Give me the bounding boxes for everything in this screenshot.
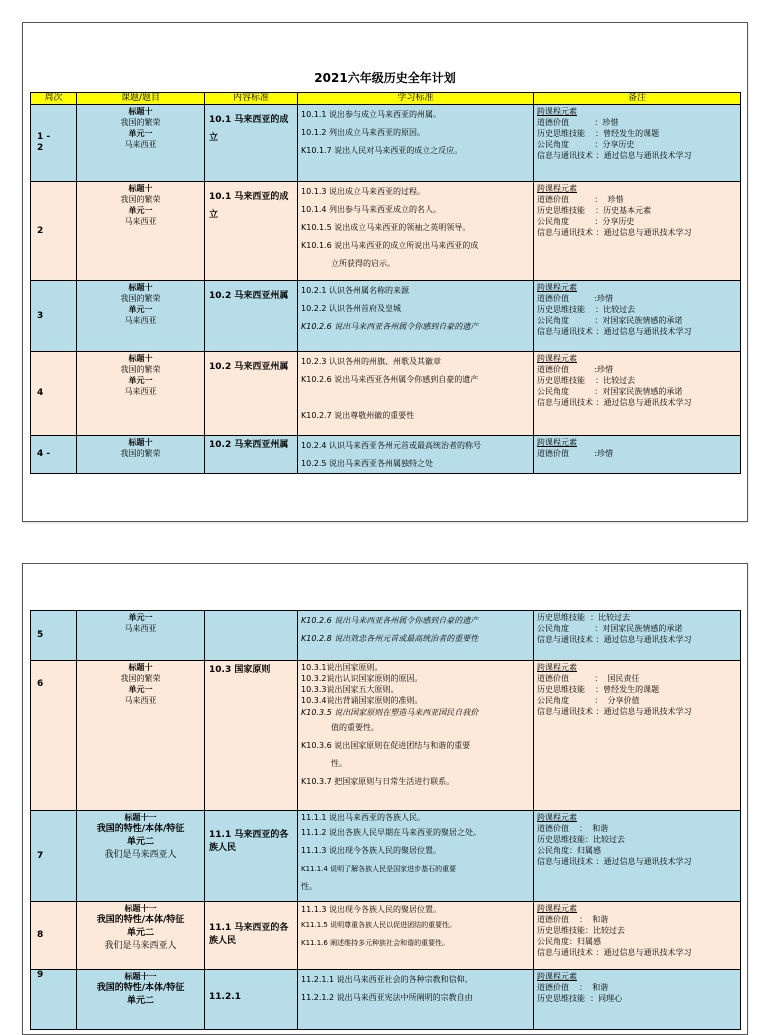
learning-standard-item: 立所获得的启示。 bbox=[331, 259, 395, 268]
week-cell: 2 bbox=[31, 182, 77, 281]
learning-standard-item: 10.3.3说出国家五大原则。 bbox=[301, 685, 399, 694]
table-row bbox=[31, 182, 741, 281]
learning-standard-item: K10.3.5 说出国家原则在塑造马来西亚国民自我价 bbox=[301, 708, 479, 717]
content-standard-cell: 11.2.1 bbox=[205, 970, 298, 1030]
learning-standard-item: 10.3.1说出国家原则。 bbox=[301, 663, 383, 672]
topic-unit-name: 马来西亚 bbox=[124, 387, 157, 396]
notes-item: 道德价值 ： 珍惜 bbox=[537, 195, 624, 204]
learning-standard-item: 性。 bbox=[331, 759, 347, 768]
notes-item: 历史思维技能 ：曾经发生的课题 bbox=[537, 129, 660, 138]
topic-title: 标题十一 bbox=[124, 813, 157, 822]
content-standard-cell: 10.1 马来西亚的成立 bbox=[205, 182, 298, 281]
notes-item: 道德价值 ： 和谐 bbox=[537, 915, 609, 924]
content-standard-cell: 10.2 马来西亚州属 bbox=[205, 352, 298, 436]
notes-cell bbox=[534, 661, 741, 811]
learning-standard-item: 11.2.1.1 说出马来西亚社会的各种宗教和信仰。 bbox=[301, 975, 473, 984]
week-cell: 8 bbox=[31, 902, 77, 970]
topic-theme: 我国的特性/本体/特征 bbox=[96, 915, 185, 925]
header-topic: 课题/题目 bbox=[77, 93, 205, 105]
topic-unit-name: 我们是马来西亚人 bbox=[104, 850, 177, 860]
topic-cell bbox=[77, 436, 205, 474]
notes-cell bbox=[534, 105, 741, 182]
notes-cell bbox=[534, 902, 741, 970]
learning-standard-item: 性。 bbox=[301, 882, 317, 891]
notes-item: 信息与通讯技术 ：通过信息与通讯技术学习 bbox=[537, 228, 692, 237]
topic-theme: 我国的特性/本体/特征 bbox=[96, 824, 185, 834]
header-notes: 备注 bbox=[534, 93, 741, 105]
topic-unit-name: 我们是马来西亚人 bbox=[104, 941, 177, 951]
week-cell: 9 bbox=[31, 970, 77, 1030]
learning-standard-spacer bbox=[301, 389, 531, 407]
table-row bbox=[31, 661, 741, 811]
content-standard-cell: 11.1 马来西亚的各族人民 bbox=[205, 902, 298, 970]
notes-item: 公民角度 ：对国家民族情感的承诺 bbox=[537, 316, 683, 325]
table-row bbox=[31, 281, 741, 352]
notes-item: 公民角度 ：对国家民族情感的承诺 bbox=[537, 387, 683, 396]
topic-title: 标题十 bbox=[128, 354, 153, 363]
topic-unit: 单元二 bbox=[126, 996, 154, 1006]
learning-standard-item: 11.1.2 说出各族人民早期在马来西亚的聚居之处。 bbox=[301, 828, 481, 837]
notes-heading: 跨课程元素 bbox=[537, 972, 577, 981]
week-cell: 1 - 2 bbox=[31, 105, 77, 182]
learning-standard-item: 10.2.3 认识各州的州旗、州歌及其徽章 bbox=[301, 357, 441, 366]
content-standard-cell: 11.1 马来西亚的各族人民 bbox=[205, 811, 298, 902]
notes-item: 历史思维技能 ：比较过去 bbox=[537, 305, 636, 314]
topic-title: 标题十一 bbox=[124, 972, 157, 981]
notes-item: 道德价值 :珍惜 bbox=[537, 365, 614, 374]
topic-title: 标题十一 bbox=[124, 904, 157, 913]
topic-unit-name: 马来西亚 bbox=[124, 696, 157, 705]
topic-theme: 我国的繁荣 bbox=[120, 365, 161, 374]
topic-unit-name: 马来西亚 bbox=[124, 217, 157, 226]
table-row bbox=[31, 811, 741, 902]
content-standard-cell: 10.1 马来西亚的成立 bbox=[205, 105, 298, 182]
learning-standard-item: K11.1.4 说明了解各族人民是国家进步基石的重要 bbox=[301, 865, 457, 873]
learning-standard-item: 10.1.1 说出参与成立马来西亚的州属。 bbox=[301, 110, 441, 119]
notes-item: 信息与通讯技术 ：通过信息与通讯技术学习 bbox=[537, 857, 692, 866]
topic-title: 标题十 bbox=[128, 438, 153, 447]
learning-standard-cell bbox=[298, 611, 534, 661]
learning-standard-cell bbox=[298, 352, 534, 436]
notes-item: 公民角度：归属感 bbox=[537, 937, 601, 946]
table-row bbox=[31, 105, 741, 182]
notes-heading: 跨课程元素 bbox=[537, 438, 577, 447]
plan-table-page-2 bbox=[30, 610, 741, 1030]
notes-item: 历史思维技能 ：同理心 bbox=[537, 994, 623, 1003]
learning-standard-item: K10.1.7 说出人民对马来西亚的成立之反应。 bbox=[301, 146, 463, 155]
content-standard-cell: 10.2 马来西亚州属 bbox=[205, 436, 298, 474]
topic-unit-name: 马来西亚 bbox=[124, 316, 157, 325]
notes-heading: 跨课程元素 bbox=[537, 283, 577, 292]
notes-item: 信息与通讯技术 ：通过信息与通讯技术学习 bbox=[537, 707, 692, 716]
notes-cell bbox=[534, 281, 741, 352]
topic-theme: 我国的繁荣 bbox=[120, 118, 161, 127]
topic-theme: 我国的繁荣 bbox=[120, 294, 161, 303]
table-row bbox=[31, 970, 741, 1030]
notes-item: 道德价值 :珍惜 bbox=[537, 294, 614, 303]
notes-item: 信息与通讯技术 ：通过信息与通讯技术学习 bbox=[537, 327, 692, 336]
topic-theme: 我国的繁荣 bbox=[120, 195, 161, 204]
topic-cell bbox=[77, 811, 205, 902]
learning-standard-cell bbox=[298, 661, 534, 811]
learning-standard-item: 10.2.5 说出马来西亚各州属独特之处 bbox=[301, 459, 433, 468]
learning-standard-item: K10.2.6 说出马来西亚各州属令你感到自豪的遗产 bbox=[301, 616, 479, 625]
notes-cell bbox=[534, 182, 741, 281]
plan-table-page-1 bbox=[30, 92, 741, 474]
learning-standard-item: K10.2.6 说出马来西亚各州属令你感到自豪的遗产 bbox=[301, 322, 479, 331]
learning-standard-cell bbox=[298, 281, 534, 352]
notes-item: 历史思维技能：比较过去 bbox=[537, 926, 625, 935]
table-header-row bbox=[31, 93, 741, 105]
week-cell: 3 bbox=[31, 281, 77, 352]
learning-standard-item: 10.3.2说出认识国家原则的原因。 bbox=[301, 674, 423, 683]
topic-unit-name: 马来西亚 bbox=[124, 140, 157, 149]
table-row bbox=[31, 352, 741, 436]
learning-standard-item: 11.2.1.2 说出马来西亚宪法中所阐明的宗教自由 bbox=[301, 993, 473, 1002]
header-content-standard: 内容标准 bbox=[205, 93, 298, 105]
topic-cell bbox=[77, 661, 205, 811]
learning-standard-item: K10.3.6 说出国家原则在促进团结与和谐的重要 bbox=[301, 741, 471, 750]
learning-standard-item: 10.2.1 认识各州属名称的来源 bbox=[301, 286, 409, 295]
content-standard-cell bbox=[205, 611, 298, 661]
week-cell: 7 bbox=[31, 811, 77, 902]
notes-item: 道德价值 ：珍惜 bbox=[537, 118, 619, 127]
topic-unit: 单元一 bbox=[128, 206, 153, 215]
learning-standard-item: 10.2.4 认识马来西亚各州元首或最高统治者的称号 bbox=[301, 441, 481, 450]
learning-standard-cell bbox=[298, 970, 534, 1030]
notes-item: 历史思维技能：比较过去 bbox=[537, 835, 625, 844]
notes-item: 信息与通讯技术 ：通过信息与通讯技术学习 bbox=[537, 151, 692, 160]
learning-standard-item: K10.1.6 说出马来西亚的成立所说出马来西亚的成 bbox=[301, 241, 479, 250]
notes-cell bbox=[534, 352, 741, 436]
notes-item: 公民角度 ：对国家民族情感的承诺 bbox=[537, 624, 683, 633]
table-row bbox=[31, 436, 741, 474]
topic-title: 标题十 bbox=[128, 184, 153, 193]
topic-unit: 单元一 bbox=[128, 376, 153, 385]
notes-item: 道德价值 ： 和谐 bbox=[537, 983, 609, 992]
notes-cell bbox=[534, 436, 741, 474]
notes-item: 信息与通讯技术 ：通过信息与通讯技术学习 bbox=[537, 398, 692, 407]
topic-cell bbox=[77, 970, 205, 1030]
week-cell: 4 bbox=[31, 352, 77, 436]
content-standard-cell: 10.2 马来西亚州属 bbox=[205, 281, 298, 352]
notes-item: 道德价值 ： 国民责任 bbox=[537, 674, 640, 683]
notes-cell bbox=[534, 970, 741, 1030]
topic-cell bbox=[77, 352, 205, 436]
learning-standard-item: 10.1.2 列出成立马来西亚的原因。 bbox=[301, 128, 425, 137]
notes-cell bbox=[534, 611, 741, 661]
topic-unit: 单元一 bbox=[128, 305, 153, 314]
notes-item: 历史思维技能 ：比较过去 bbox=[537, 376, 636, 385]
learning-standard-cell bbox=[298, 105, 534, 182]
week-cell: 6 bbox=[31, 661, 77, 811]
topic-unit: 单元一 bbox=[128, 129, 153, 138]
topic-unit: 单元二 bbox=[126, 928, 154, 938]
learning-standard-cell bbox=[298, 436, 534, 474]
learning-standard-item: K11.1.5 说明尊重各族人民以促进团结的重要性。 bbox=[301, 921, 457, 929]
learning-standard-cell bbox=[298, 902, 534, 970]
notes-cell bbox=[534, 811, 741, 902]
notes-item: 信息与通讯技术 ：通过信息与通讯技术学习 bbox=[537, 635, 692, 644]
document-page-1 bbox=[22, 22, 748, 522]
topic-theme: 我国的繁荣 bbox=[120, 449, 161, 458]
notes-heading: 跨课程元素 bbox=[537, 904, 577, 913]
topic-cell bbox=[77, 281, 205, 352]
document-page-2 bbox=[22, 563, 748, 1035]
header-learning-standard: 学习标准 bbox=[298, 93, 534, 105]
learning-standard-item: K10.2.7 说出尊敬州徽的重要性 bbox=[301, 411, 415, 420]
learning-standard-item: K11.1.6 阐述维持多元种族社会和谐的重要性。 bbox=[301, 939, 450, 947]
notes-item: 公民角度 ：分享历史 bbox=[537, 217, 635, 226]
notes-item: 信息与通讯技术 ：通过信息与通讯技术学习 bbox=[537, 948, 692, 957]
notes-item: 历史思维技能 ：比较过去 bbox=[537, 613, 631, 622]
learning-standard-item: 10.1.3 说出成立马来西亚的过程。 bbox=[301, 187, 425, 196]
page-title: 2021六年级历史全年计划 bbox=[314, 71, 456, 85]
learning-standard-cell bbox=[298, 182, 534, 281]
notes-heading: 跨课程元素 bbox=[537, 354, 577, 363]
notes-item: 历史思维技能 ：历史基本元素 bbox=[537, 206, 652, 215]
learning-standard-item: 10.3.4说出背诵国家原则的准则。 bbox=[301, 696, 423, 705]
learning-standard-item: 10.2.2 认识各州首府及皇城 bbox=[301, 304, 401, 313]
topic-unit: 单元一 bbox=[128, 613, 153, 622]
notes-heading: 跨课程元素 bbox=[537, 184, 577, 193]
notes-item: 历史思维技能 ：曾经发生的课题 bbox=[537, 685, 660, 694]
notes-item: 道德价值 ： 和谐 bbox=[537, 824, 609, 833]
learning-standard-item: K10.1.5 说出成立马来西亚的领袖之英明领导。 bbox=[301, 223, 471, 232]
learning-standard-item: K10.2.6 说出马来西亚各州属令你感到自豪的遗产 bbox=[301, 375, 479, 384]
topic-cell bbox=[77, 105, 205, 182]
learning-standard-item: 11.1.3 说出现今各族人民的聚居位置。 bbox=[301, 905, 441, 914]
notes-item: 公民角度：归属感 bbox=[537, 846, 601, 855]
topic-theme: 我国的繁荣 bbox=[120, 674, 161, 683]
learning-standard-item: 值的重要性。 bbox=[331, 723, 379, 732]
notes-heading: 跨课程元素 bbox=[537, 107, 577, 116]
topic-unit: 单元二 bbox=[126, 837, 154, 847]
topic-title: 标题十 bbox=[128, 283, 153, 292]
topic-unit: 单元一 bbox=[128, 685, 153, 694]
notes-item: 道德价值 :珍惜 bbox=[537, 449, 614, 458]
table-row bbox=[31, 611, 741, 661]
learning-standard-item: 11.1.1 说出马来西亚的各族人民。 bbox=[301, 813, 425, 822]
learning-standard-item: K10.2.8 说出效忠各州元首或最高统治者的重要性 bbox=[301, 634, 479, 643]
table-row bbox=[31, 902, 741, 970]
topic-unit-name: 马来西亚 bbox=[124, 624, 157, 633]
topic-cell bbox=[77, 902, 205, 970]
week-cell: 5 bbox=[31, 611, 77, 661]
notes-item: 公民角度 ： 分享价值 bbox=[537, 696, 640, 705]
topic-title: 标题十 bbox=[128, 107, 153, 116]
notes-heading: 跨课程元素 bbox=[537, 813, 577, 822]
notes-heading: 跨课程元素 bbox=[537, 663, 577, 672]
topic-cell bbox=[77, 182, 205, 281]
content-standard-cell: 10.3 国家原则 bbox=[205, 661, 298, 811]
week-cell: 4 - bbox=[31, 436, 77, 474]
header-week: 周次 bbox=[31, 93, 77, 105]
topic-cell bbox=[77, 611, 205, 661]
learning-standard-item: 10.1.4 列出参与马来西亚成立的名人。 bbox=[301, 205, 441, 214]
notes-item: 公民角度 ：分享历史 bbox=[537, 140, 635, 149]
learning-standard-cell bbox=[298, 811, 534, 902]
topic-title: 标题十 bbox=[128, 663, 153, 672]
topic-theme: 我国的特性/本体/特征 bbox=[96, 983, 185, 993]
learning-standard-item: K10.3.7 把国家原则与日常生活进行联系。 bbox=[301, 777, 455, 786]
learning-standard-item: 11.1.3 说出现今各族人民的聚居位置。 bbox=[301, 846, 441, 855]
